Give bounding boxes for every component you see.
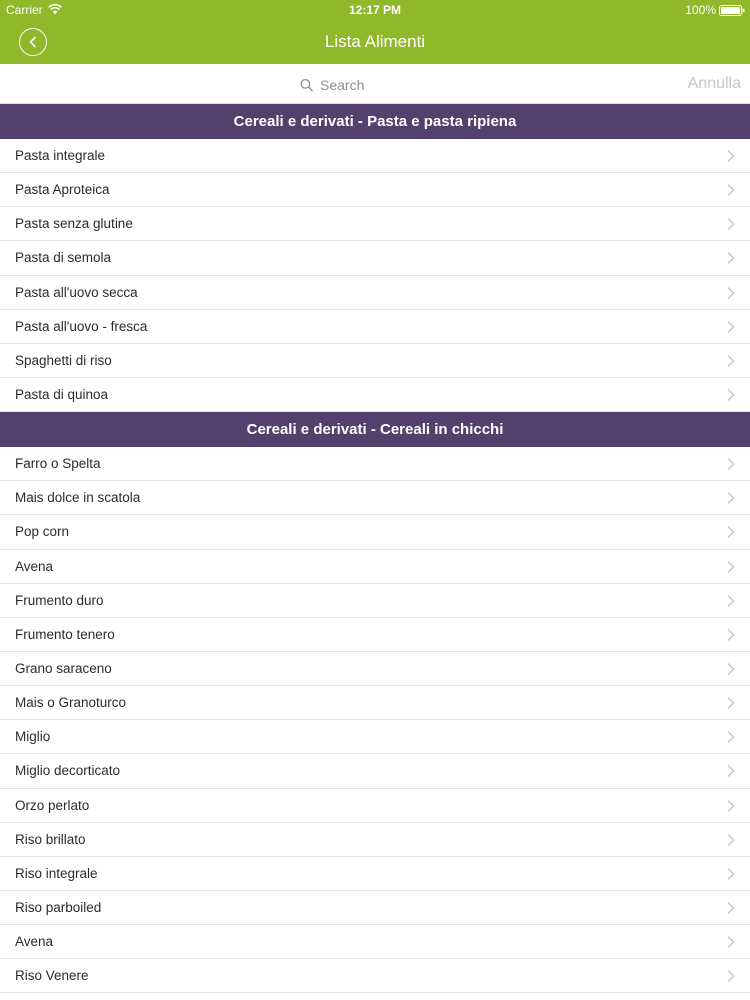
list-item[interactable] [0, 652, 750, 686]
list-item[interactable] [0, 550, 750, 584]
list-item-label: Avena [15, 934, 54, 950]
list-item-label: Frumento tenero [15, 626, 115, 642]
chevron-right-icon [727, 252, 735, 264]
list-item[interactable] [0, 789, 750, 823]
list-item[interactable] [0, 310, 750, 344]
list-item[interactable] [0, 344, 750, 378]
top-bar [0, 0, 750, 64]
list-item[interactable] [0, 447, 750, 481]
list-item-label: Riso parboiled [15, 899, 102, 915]
search-bar [0, 64, 750, 104]
list-item-label: Avena [15, 558, 54, 574]
list-item[interactable] [0, 891, 750, 925]
section-title: Cereali e derivati - Cereali in chicchi [246, 421, 504, 439]
food-list [0, 104, 750, 993]
list-item-label: Mais o Granoturco [15, 695, 127, 711]
section-title: Cereali e derivati - Pasta e pasta ripiena [233, 113, 517, 130]
list-item-label: Mais dolce in scatola [15, 490, 141, 506]
list-item-label: Spaghetti di riso [15, 352, 112, 368]
chevron-right-icon [727, 492, 735, 504]
chevron-right-icon [727, 629, 735, 641]
nav-bar [0, 20, 750, 64]
list-item-label: Miglio decorticato [15, 763, 121, 779]
list-item-label: Pasta Aproteica [15, 182, 110, 198]
list-item[interactable] [0, 686, 750, 720]
chevron-right-icon [727, 321, 735, 333]
chevron-right-icon [727, 458, 735, 470]
list-item[interactable] [0, 959, 750, 993]
list-item[interactable] [0, 173, 750, 207]
chevron-right-icon [727, 697, 735, 709]
list-item[interactable] [0, 584, 750, 618]
chevron-right-icon [727, 150, 735, 162]
chevron-right-icon [727, 218, 735, 230]
status-time: 12:17 PM [348, 3, 402, 17]
list-item[interactable] [0, 720, 750, 754]
list-item-label: Grano saraceno [15, 660, 112, 676]
chevron-right-icon [727, 834, 735, 846]
list-item[interactable] [0, 207, 750, 241]
list-item-label: Pasta senza glutine [15, 216, 133, 232]
list-item-label: Pasta di semola [15, 250, 112, 266]
list-item[interactable] [0, 515, 750, 549]
list-item-label: Pasta all'uovo secca [15, 284, 138, 300]
chevron-right-icon [727, 355, 735, 367]
chevron-right-icon [727, 663, 735, 675]
chevron-right-icon [727, 800, 735, 812]
chevron-right-icon [727, 868, 735, 880]
list-item[interactable] [0, 241, 750, 275]
search-input[interactable] [320, 77, 400, 93]
list-item[interactable] [0, 276, 750, 310]
list-item[interactable] [0, 754, 750, 788]
list-item[interactable] [0, 378, 750, 412]
battery-icon [719, 5, 745, 16]
list-item-label: Pasta all'uovo - fresca [15, 318, 148, 334]
list-item[interactable] [0, 857, 750, 891]
search-icon [300, 78, 313, 92]
chevron-right-icon [727, 287, 735, 299]
list-item-label: Orzo perlato [15, 797, 90, 813]
list-item-label: Farro o Spelta [15, 456, 101, 472]
chevron-right-icon [727, 184, 735, 196]
list-item-label: Pasta integrale [15, 148, 106, 163]
chevron-right-icon [727, 595, 735, 607]
list-item[interactable] [0, 925, 750, 959]
section-header [0, 104, 750, 139]
list-item-label: Riso Venere [15, 968, 89, 984]
page-title: Lista Alimenti [324, 32, 426, 51]
list-item[interactable] [0, 481, 750, 515]
chevron-right-icon [727, 526, 735, 538]
cancel-button[interactable]: Annulla [687, 75, 741, 92]
chevron-right-icon [727, 765, 735, 777]
list-item[interactable] [0, 618, 750, 652]
list-item-label: Pasta di quinoa [15, 386, 109, 402]
status-bar [0, 0, 750, 20]
section-header [0, 412, 750, 447]
chevron-right-icon [727, 936, 735, 948]
list-item-label: Frumento duro [15, 592, 104, 608]
carrier-label: Carrier [6, 3, 43, 17]
list-item-label: Miglio [15, 729, 51, 745]
list-item-label: Pop corn [15, 524, 70, 540]
battery-percent: 100% [685, 3, 716, 17]
chevron-right-icon [727, 731, 735, 743]
list-item[interactable] [0, 823, 750, 857]
chevron-right-icon [727, 902, 735, 914]
list-item-label: Riso integrale [15, 865, 98, 881]
chevron-right-icon [727, 970, 735, 982]
list-item[interactable] [0, 139, 750, 173]
chevron-right-icon [727, 561, 735, 573]
chevron-right-icon [727, 389, 735, 401]
search-field[interactable] [300, 75, 400, 95]
list-item-label: Riso brillato [15, 831, 86, 847]
